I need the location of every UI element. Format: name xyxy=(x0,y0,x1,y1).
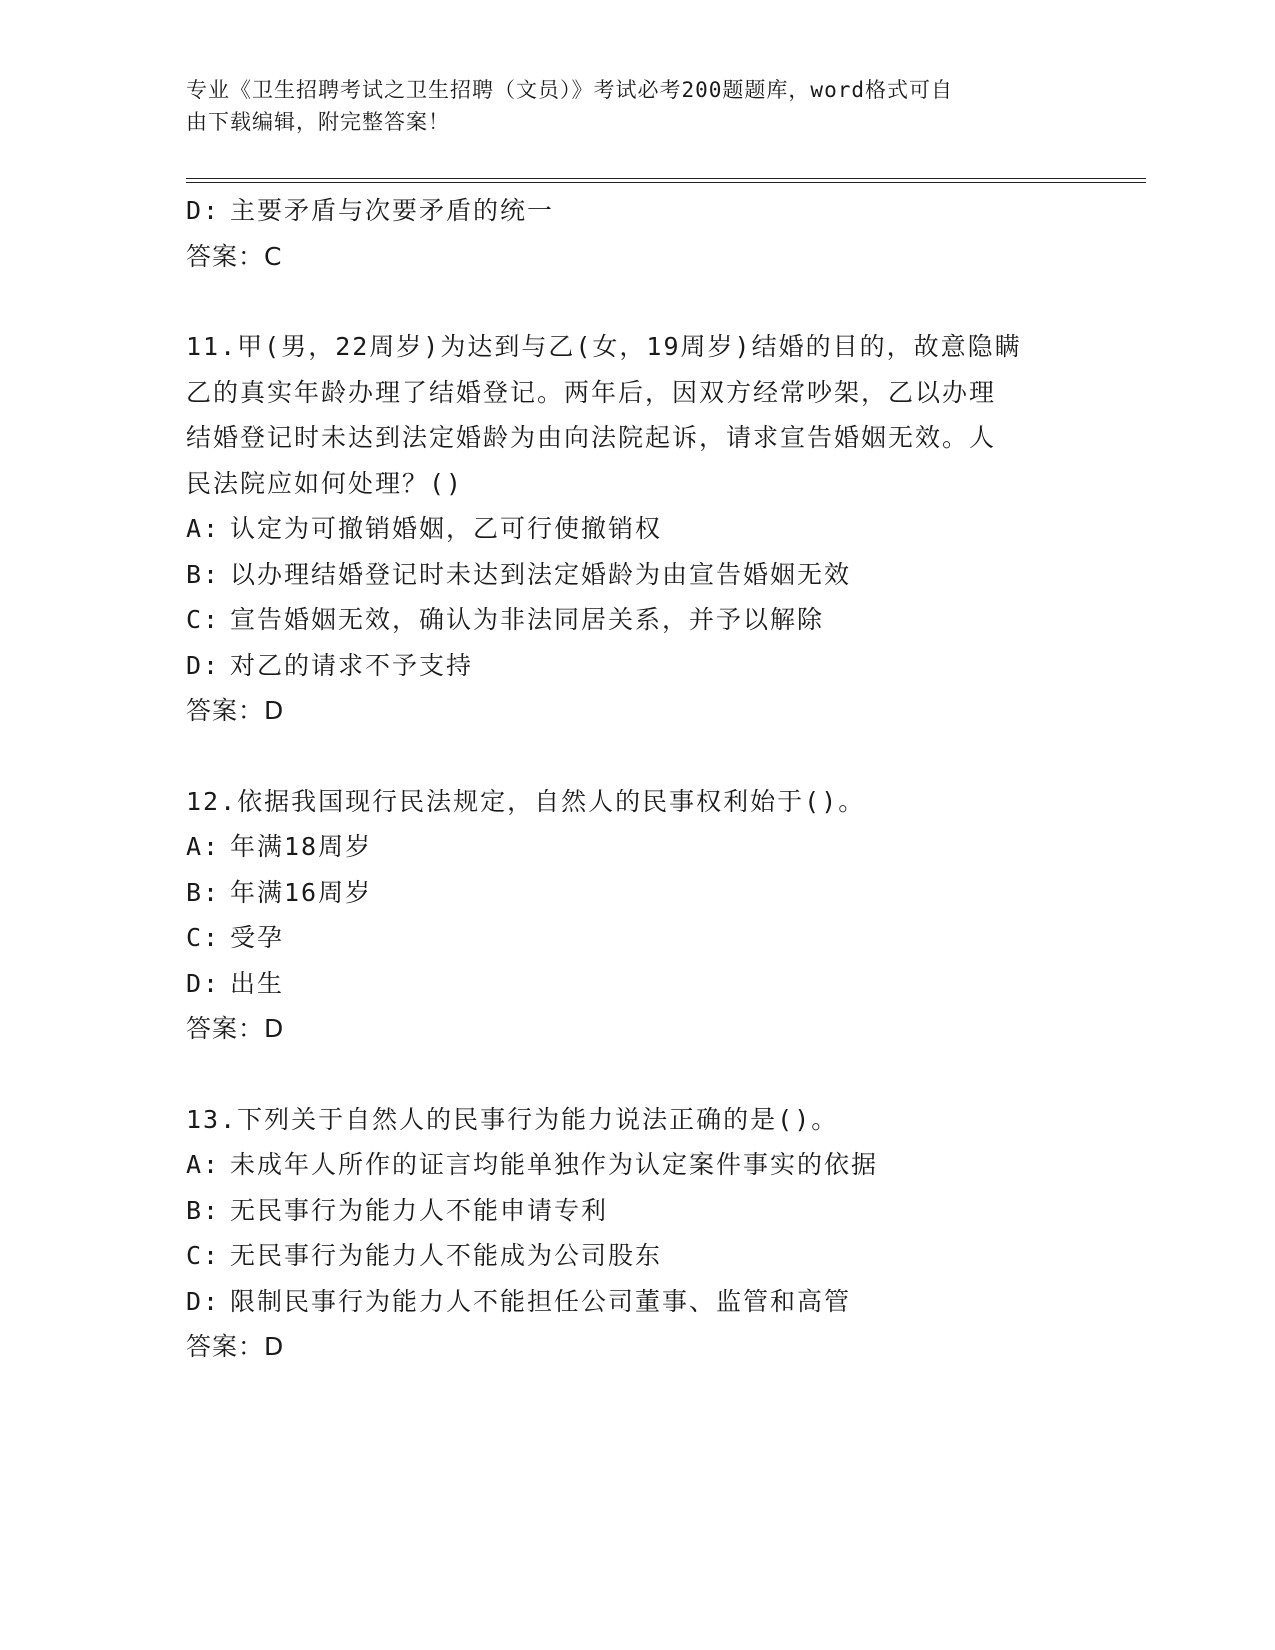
option-text: 出生 xyxy=(230,968,285,998)
option-text: 年满16周岁 xyxy=(230,877,373,907)
option-letter: B: xyxy=(186,877,221,907)
option-text: 无民事行为能力人不能成为公司股东 xyxy=(230,1241,663,1270)
option-letter: A: xyxy=(186,1150,221,1179)
question-13 xyxy=(186,1097,1066,1370)
question-stem xyxy=(186,779,1066,825)
stem-line: 12.依据我国现行民法规定，自然人的民事权利始于()。 xyxy=(186,786,866,816)
stem-line: 民法院应如何处理？() xyxy=(186,468,464,498)
option-text: 限制民事行为能力人不能担任公司董事、监管和高管 xyxy=(230,1286,852,1316)
option-b xyxy=(186,1188,1066,1234)
option-text: 未成年人所作的证言均能单独作为认定案件事实的依据 xyxy=(230,1150,879,1179)
answer-line: 答案：C xyxy=(186,241,283,271)
option-letter: D: xyxy=(186,968,221,998)
stem-line: 11.甲(男，22周岁)为达到与乙(女，19周岁)结婚的目的，故意隐瞒 xyxy=(186,332,1022,361)
option-d xyxy=(186,961,1066,1007)
option-c xyxy=(186,1233,1066,1279)
answer-line: 答案：D xyxy=(186,696,285,725)
option-b xyxy=(186,870,1066,916)
option-b xyxy=(186,552,1066,598)
option-letter: D: xyxy=(186,196,221,225)
answer-line: 答案：D xyxy=(186,1014,285,1043)
option-text: 宣告婚姻无效，确认为非法同居关系，并予以解除 xyxy=(230,605,825,634)
header-line-2: 由下载编辑，附完整答案！ xyxy=(186,110,450,134)
option-text: 主要矛盾与次要矛盾的统一 xyxy=(230,196,555,225)
question-stem xyxy=(186,1097,1066,1143)
option-text: 对乙的请求不予支持 xyxy=(230,650,474,680)
answer-line: 答案：D xyxy=(186,1332,285,1361)
option-letter: A: xyxy=(186,832,221,861)
option-letter: B: xyxy=(186,559,221,589)
stem-line: 结婚登记时未达到法定婚龄为由向法院起诉，请求宣告婚姻无效。人 xyxy=(186,423,997,452)
option-a xyxy=(186,824,1066,870)
option-d xyxy=(186,1279,1066,1325)
option-c xyxy=(186,597,1066,643)
option-text: 年满18周岁 xyxy=(230,832,373,861)
question-12 xyxy=(186,779,1066,1052)
header-divider xyxy=(186,178,1146,183)
option-letter: C: xyxy=(186,605,221,634)
option-c xyxy=(186,915,1066,961)
stem-line: 13.下列关于自然人的民事行为能力说法正确的是()。 xyxy=(186,1104,839,1134)
stem-line: 乙的真实年龄办理了结婚登记。两年后，因双方经常吵架，乙以办理 xyxy=(186,377,997,407)
option-letter: C: xyxy=(186,1241,221,1270)
option-letter: B: xyxy=(186,1195,221,1225)
option-letter: D: xyxy=(186,1286,221,1316)
option-a xyxy=(186,506,1066,552)
prev-question-tail xyxy=(186,188,1066,279)
page-header xyxy=(186,74,1066,138)
option-text: 以办理结婚登记时未达到法定婚龄为由宣告婚姻无效 xyxy=(230,559,852,589)
option-d xyxy=(186,643,1066,689)
option-letter: C: xyxy=(186,923,221,952)
option-letter: D: xyxy=(186,650,221,680)
option-d xyxy=(186,188,1066,234)
option-text: 认定为可撤销婚姻，乙可行使撤销权 xyxy=(230,514,663,543)
option-a xyxy=(186,1142,1066,1188)
option-text: 受孕 xyxy=(230,923,285,952)
option-letter: A: xyxy=(186,514,221,543)
document-body xyxy=(186,188,1066,1370)
question-11 xyxy=(186,324,1066,734)
question-stem xyxy=(186,324,1066,506)
header-line-1: 专业《卫生招聘考试之卫生招聘（文员）》考试必考200题题库，word格式可自 xyxy=(186,78,953,102)
option-text: 无民事行为能力人不能申请专利 xyxy=(230,1195,609,1225)
